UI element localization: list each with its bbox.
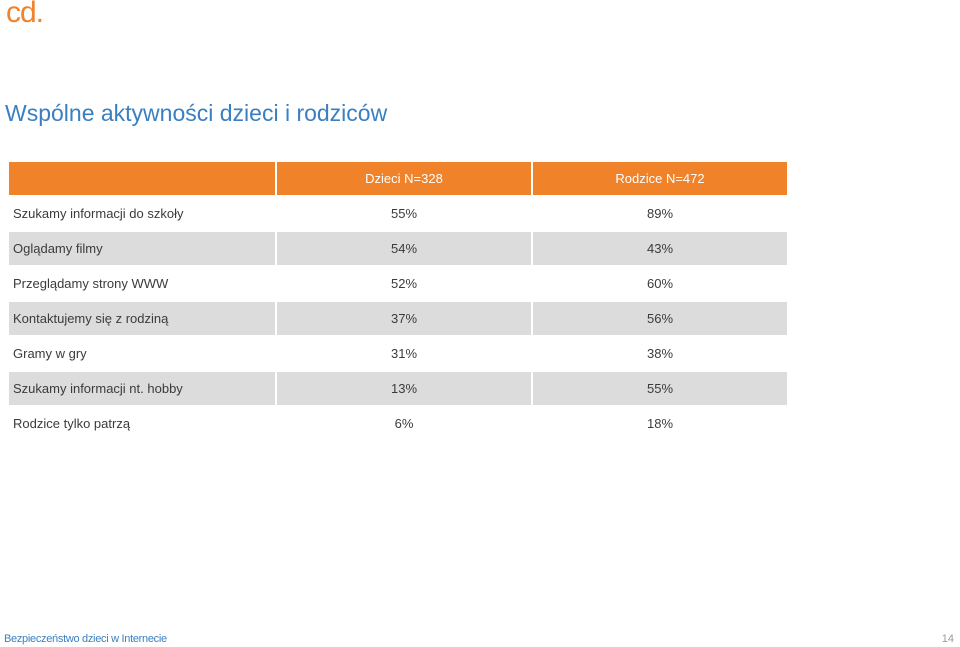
page-title: Wspólne aktywności dzieci i rodziców [5,100,388,126]
parents-value: 89% [533,197,787,230]
table-row [9,337,787,370]
footer-title: Bezpieczeństwo dzieci w Internecie [4,633,167,645]
page-number: 14 [941,633,954,645]
table-row [9,267,787,300]
header-cell-empty [9,162,275,195]
header-cell-parents: Rodzice N=472 [533,162,787,195]
children-value: 13% [277,372,531,405]
table-row [9,407,787,440]
parents-value: 60% [533,267,787,300]
parents-value: 38% [533,337,787,370]
children-value: 6% [277,407,531,440]
parents-value: 55% [533,372,787,405]
header-cell-children: Dzieci N=328 [277,162,531,195]
parents-value: 18% [533,407,787,440]
children-value: 31% [277,337,531,370]
table-row [9,372,787,405]
children-value: 37% [277,302,531,335]
activity-label: Szukamy informacji nt. hobby [9,372,275,405]
parents-value: 43% [533,232,787,265]
activity-label: Szukamy informacji do szkoły [9,197,275,230]
activity-label: Rodzice tylko patrzą [9,407,275,440]
children-value: 55% [277,197,531,230]
continued-label: cd. [6,0,44,29]
table-row [9,302,787,335]
activity-label: Przeglądamy strony WWW [9,267,275,300]
activity-label: Kontaktujemy się z rodziną [9,302,275,335]
table-row [9,232,787,265]
activities-table [7,160,789,442]
table-header-row [9,162,787,195]
parents-value: 56% [533,302,787,335]
table-row [9,197,787,230]
activity-label: Oglądamy filmy [9,232,275,265]
children-value: 52% [277,267,531,300]
children-value: 54% [277,232,531,265]
activity-label: Gramy w gry [9,337,275,370]
